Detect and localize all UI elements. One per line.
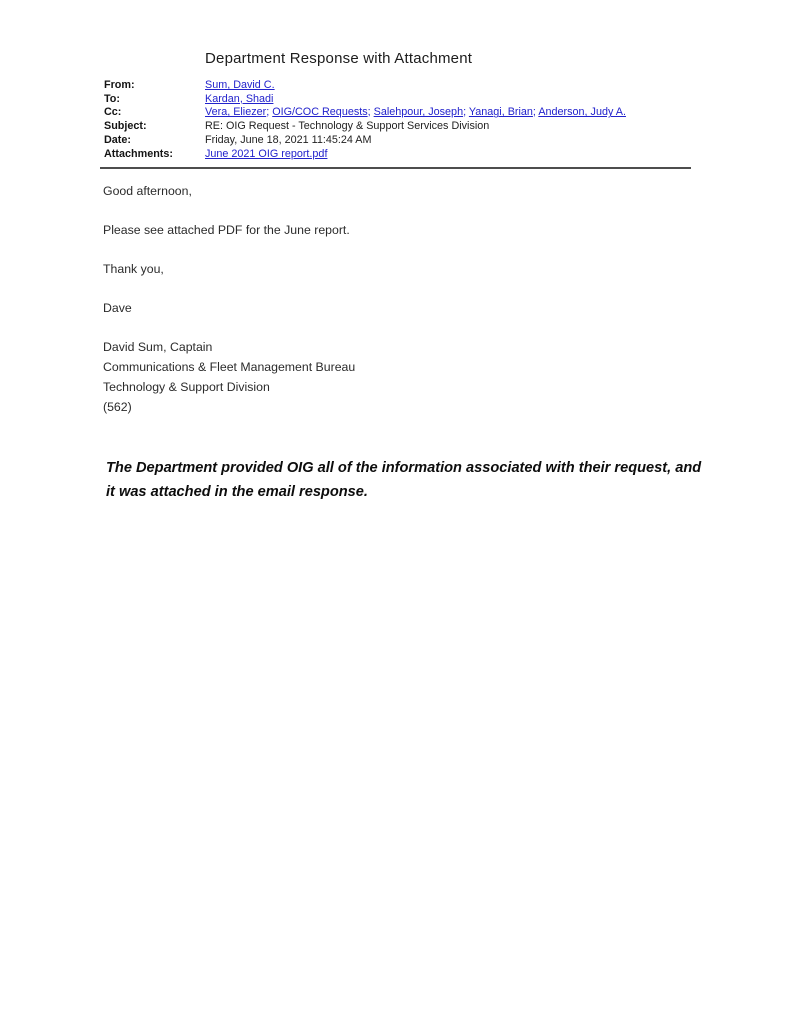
cc-link[interactable]: Salehpour, Joseph bbox=[373, 106, 464, 119]
cc-link[interactable]: Anderson, Judy A. bbox=[538, 106, 626, 119]
attachment-link[interactable]: June 2021 OIG report.pdf bbox=[205, 147, 328, 160]
signature-block bbox=[103, 337, 355, 417]
header-row bbox=[104, 106, 626, 120]
to-link[interactable]: Kardan, Shadi bbox=[205, 92, 274, 105]
header-field-value bbox=[205, 93, 273, 105]
from-link[interactable]: Sum, David C. bbox=[205, 79, 275, 91]
cc-link[interactable]: Vera, Eliezer bbox=[205, 106, 267, 119]
link-separator: ; bbox=[463, 106, 469, 119]
body-paragraph: Good afternoon, bbox=[103, 184, 192, 198]
body-paragraph: Please see attached PDF for the June report. bbox=[103, 223, 350, 237]
signature-line: Technology & Support Division bbox=[103, 380, 270, 394]
link-separator: ; bbox=[532, 106, 539, 119]
header-field-label: Cc: bbox=[104, 106, 122, 119]
header-row bbox=[104, 148, 626, 162]
link-separator: ; bbox=[367, 106, 374, 119]
body-paragraphs bbox=[103, 181, 355, 318]
header-row bbox=[104, 134, 626, 148]
cc-link[interactable]: Yanagi, Brian bbox=[468, 106, 533, 119]
header-row bbox=[104, 79, 626, 93]
header-field-label: From: bbox=[104, 79, 135, 91]
body-paragraph: Thank you, bbox=[103, 262, 164, 276]
header-field-value: RE: OIG Request - Technology & Support Services Division bbox=[205, 120, 490, 133]
signature-line: Communications & Fleet Management Bureau bbox=[103, 360, 356, 374]
header-field-value: Friday, June 18, 2021 11:45:24 AM bbox=[205, 133, 372, 146]
email-header-fields bbox=[104, 79, 626, 161]
oig-annotation bbox=[106, 456, 766, 504]
header-field-label: Date: bbox=[104, 133, 131, 146]
header-field-value bbox=[205, 148, 327, 160]
annotation-line: it was attached in the email response. bbox=[106, 484, 368, 500]
header-field-value bbox=[205, 79, 275, 91]
page-title: Department Response with Attachment bbox=[205, 50, 473, 67]
header-field-label: To: bbox=[104, 92, 120, 105]
signature-line: (562) bbox=[103, 400, 132, 414]
annotation-line: The Department provided OIG all of the information associated with their request, and bbox=[106, 460, 702, 476]
link-separator: ; bbox=[266, 106, 273, 119]
body-paragraph: Dave bbox=[103, 301, 132, 315]
email-body bbox=[103, 181, 355, 417]
header-field-label: Attachments: bbox=[104, 147, 173, 160]
signature-line: David Sum, Captain bbox=[103, 340, 213, 354]
header-row bbox=[104, 120, 626, 134]
header-divider bbox=[100, 167, 691, 169]
header-field-label: Subject: bbox=[104, 120, 147, 133]
header-row bbox=[104, 93, 626, 107]
header-field-value bbox=[205, 106, 626, 118]
cc-link[interactable]: OIG/COC Requests bbox=[272, 106, 368, 119]
